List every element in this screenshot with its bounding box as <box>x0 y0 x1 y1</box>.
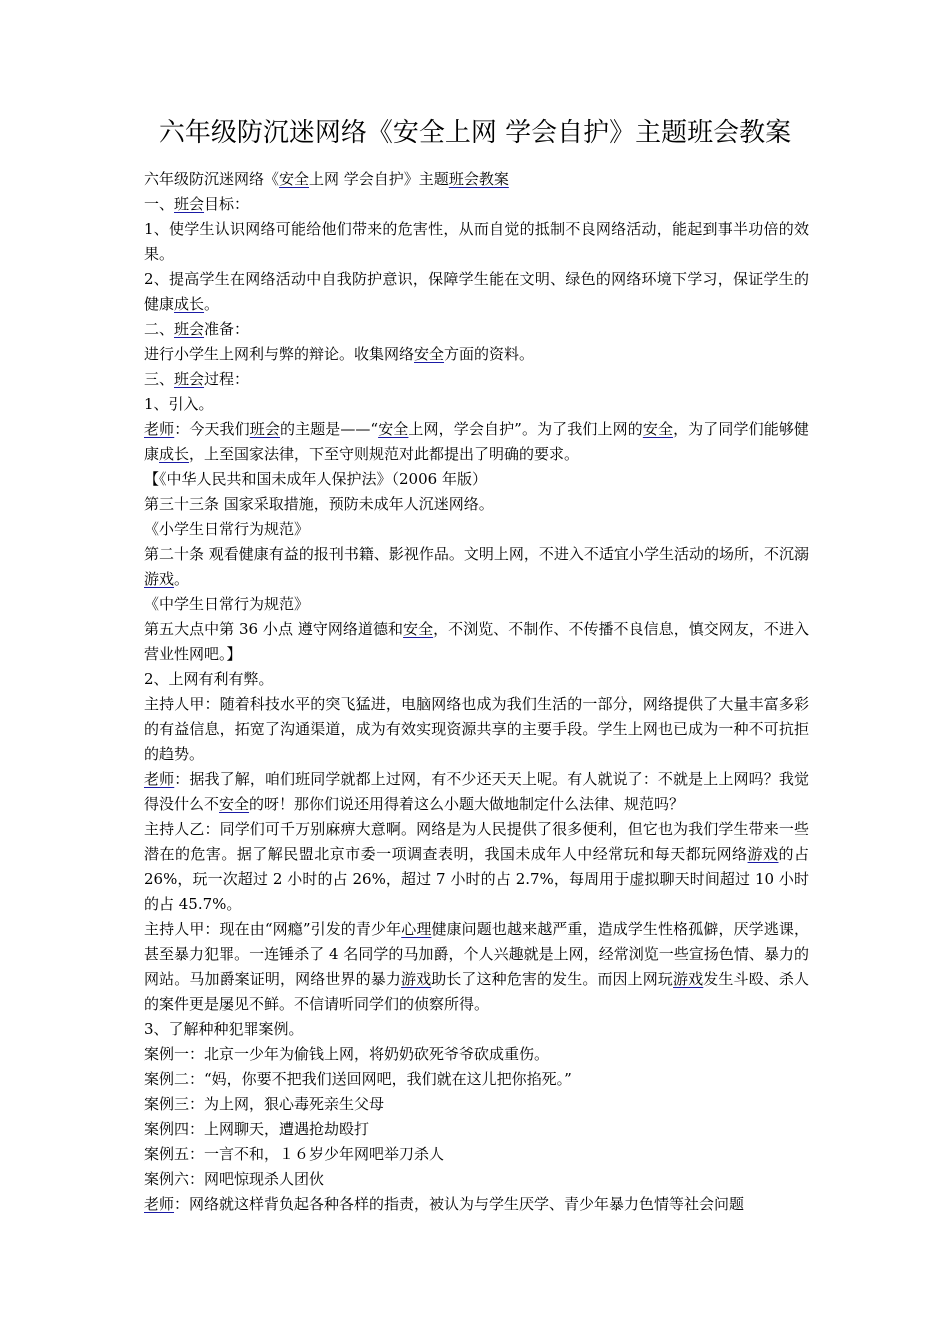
keyword-link[interactable]: 安全 <box>642 420 674 438</box>
keyword-link[interactable]: 安全 <box>279 170 310 188</box>
keyword-link[interactable]: 班会 <box>174 320 205 338</box>
paragraph <box>144 217 809 267</box>
paragraph-text: ，上至国家法律，下至守则规范对此都提出了明确的要求。 <box>189 445 580 463</box>
paragraph-text: ：网络就这样背负起各种各样的指责，被认为与学生厌学、青少年暴力色情等社会问题 <box>174 1195 745 1213</box>
document-title: 六年级防沉迷网络《安全上网 学会自护》主题班会教案 <box>158 118 792 148</box>
paragraph-text: 2、提高学生在网络活动中自我防护意识，保障学生能在文明、绿色的网络环境下学习，保证学生的健康 <box>144 270 809 313</box>
paragraph <box>144 692 809 767</box>
paragraph-text: 案例一：北京一少年为偷钱上网，将奶奶砍死爷爷砍成重伤。 <box>144 1045 550 1063</box>
paragraph <box>144 1092 809 1117</box>
paragraph-text: 。 <box>174 570 190 588</box>
keyword-link[interactable]: 班会 <box>174 195 205 213</box>
paragraph-text: 方面的资料。 <box>444 345 535 363</box>
paragraph <box>144 167 809 192</box>
paragraph-text: 第二十条 观看健康有益的报刊书籍、影视作品。文明上网，不进入不适宜小学生活动的场所，不沉溺 <box>144 545 809 563</box>
paragraph-text: 1、使学生认识网络可能给他们带来的危害性，从而自觉的抵制不良网络活动，能起到事半功倍的效果。 <box>144 220 809 263</box>
paragraph-text: 案例五：一言不和，１６岁少年网吧举刀杀人 <box>144 1145 445 1163</box>
paragraph <box>144 317 809 342</box>
paragraph <box>144 1042 809 1067</box>
paragraph-text: ：据我了解，咱们班同学就都上过网，有不少还天天上呢。有人就说了：不就是上上网吗？我觉得没什么不 <box>144 770 809 813</box>
paragraph-text: 主持人甲：随着科技水平的突飞猛进，电脑网络也成为我们生活的一部分，网络提供了大量丰富多彩的有益信息，拓宽了沟通渠道，成为有效实现资源共享的主要手段。学生上网也已成为一种不可抗拒的趋势。 <box>144 695 809 763</box>
paragraph <box>144 1167 809 1192</box>
paragraph-text: 健康问题也越来越严重，造成学生性格孤僻，厌学逃课，甚至暴力犯罪。一连锤杀了 4 名同学的马加爵，个人兴趣就是上网，经常浏览一些宣扬色情、暴力的网站。马加爵案证明，网络世界的暴力 <box>144 920 809 988</box>
keyword-link[interactable]: 班会教案 <box>448 170 509 188</box>
paragraph <box>144 192 809 217</box>
paragraph-text: 进行小学生上网利与弊的辩论。收集网络 <box>144 345 415 363</box>
paragraph <box>144 367 809 392</box>
keyword-link[interactable]: 安全 <box>414 345 445 363</box>
paragraph-text: 案例二：“妈，你要不把我们送回网吧，我们就在这儿把你掐死。” <box>144 1070 572 1088</box>
keyword-link[interactable]: 成长 <box>174 295 205 313</box>
paragraph-text: 案例六：网吧惊现杀人团伙 <box>144 1170 325 1188</box>
paragraph-text: 三、 <box>144 370 175 388</box>
paragraph-text: 的占 26%，玩一次超过 2 小时的占 26%，超过 7 小时的占 2.7%，每周用于虚拟聊天时间超过 10 小时的占 45.7%。 <box>144 845 809 913</box>
keyword-link[interactable]: 心理 <box>401 920 432 938</box>
keyword-link[interactable]: 游戏 <box>747 845 779 863</box>
paragraph-text: 案例四：上网聊天，遭遇抢劫殴打 <box>144 1120 370 1138</box>
paragraph-text: 过程： <box>204 370 250 388</box>
paragraph-text: 的呀！那你们说还用得着这么小题大做地制定什么法律、规范吗？ <box>249 795 685 813</box>
paragraph-text: ，为了同学们能够健康 <box>144 420 809 463</box>
paragraph-text: ：今天我们 <box>174 420 250 438</box>
paragraph-text: 上网，学会自护”。为了我们上网的 <box>408 420 643 438</box>
keyword-link[interactable]: 老师 <box>144 770 175 788</box>
paragraph <box>144 592 809 617</box>
paragraph-text: 《中学生日常行为规范》 <box>144 595 310 613</box>
keyword-link[interactable]: 老师 <box>144 420 175 438</box>
paragraph <box>144 467 809 492</box>
paragraph-text: 的主题是——“ <box>279 420 379 438</box>
paragraph-text: 上网 学会自护》主题 <box>309 170 449 188</box>
paragraph <box>144 817 809 917</box>
keyword-link[interactable]: 游戏 <box>673 970 704 988</box>
paragraph-text: 【《中华人民共和国未成年人保护法》（2006 年版） <box>144 470 487 488</box>
paragraph-text: 二、 <box>144 320 175 338</box>
paragraph-text: 第三十三条 国家采取措施，预防未成年人沉迷网络。 <box>144 495 494 513</box>
paragraph-text: 第五大点中第 36 小点 遵守网络道德和 <box>144 620 404 638</box>
paragraph <box>144 492 809 517</box>
paragraph-text: 主持人乙：同学们可千万别麻痹大意啊。网络是为人民提供了很多便利，但它也为我们学生带来一些潜在的危害。据了解民盟北京市委一项调查表明，我国未成年人中经常玩和每天都玩网络 <box>144 820 809 863</box>
keyword-link[interactable]: 安全 <box>378 420 409 438</box>
paragraph-text: 2、上网有利有弊。 <box>144 670 274 688</box>
paragraph-text: 六年级防沉迷网络《 <box>144 170 280 188</box>
keyword-link[interactable]: 班会 <box>249 420 280 438</box>
paragraph <box>144 1192 809 1217</box>
paragraph <box>144 267 809 317</box>
paragraph <box>144 392 809 417</box>
paragraph <box>144 1067 809 1092</box>
paragraph <box>144 767 809 817</box>
paragraph <box>144 1017 809 1042</box>
paragraph-text: 案例三：为上网，狠心毒死亲生父母 <box>144 1095 385 1113</box>
paragraph-text: 准备： <box>204 320 250 338</box>
keyword-link[interactable]: 游戏 <box>144 570 175 588</box>
keyword-link[interactable]: 安全 <box>403 620 434 638</box>
paragraph <box>144 617 809 667</box>
keyword-link[interactable]: 成长 <box>159 445 190 463</box>
paragraph-text: 目标： <box>204 195 250 213</box>
paragraph <box>144 417 809 467</box>
keyword-link[interactable]: 安全 <box>219 795 250 813</box>
paragraph-text: 主持人甲：现在由“网瘾”引发的青少年 <box>144 920 402 938</box>
paragraph-text: ，不浏览、不制作、不传播不良信息，慎交网友，不进入营业性网吧。】 <box>144 620 809 663</box>
paragraph-text: 一、 <box>144 195 175 213</box>
keyword-link[interactable]: 游戏 <box>400 970 432 988</box>
paragraph <box>144 1142 809 1167</box>
paragraph-text: 发生斗殴、杀人的案件更是屡见不鲜。不信请听同学们的侦察所得。 <box>144 970 809 1013</box>
paragraph <box>144 517 809 542</box>
paragraph-text: 。 <box>204 295 220 313</box>
paragraph-text: 《小学生日常行为规范》 <box>144 520 310 538</box>
paragraph-text: 1、引入。 <box>144 395 214 413</box>
paragraph <box>144 917 809 1017</box>
keyword-link[interactable]: 班会 <box>174 370 205 388</box>
paragraph <box>144 667 809 692</box>
paragraph-text: 助长了这种危害的发生。而因上网玩 <box>431 970 674 988</box>
paragraph <box>144 542 809 592</box>
document-body <box>144 167 809 1217</box>
keyword-link[interactable]: 老师 <box>144 1195 175 1213</box>
paragraph <box>144 1117 809 1142</box>
paragraph-text: 3、了解种种犯罪案例。 <box>144 1020 304 1038</box>
paragraph <box>144 342 809 367</box>
